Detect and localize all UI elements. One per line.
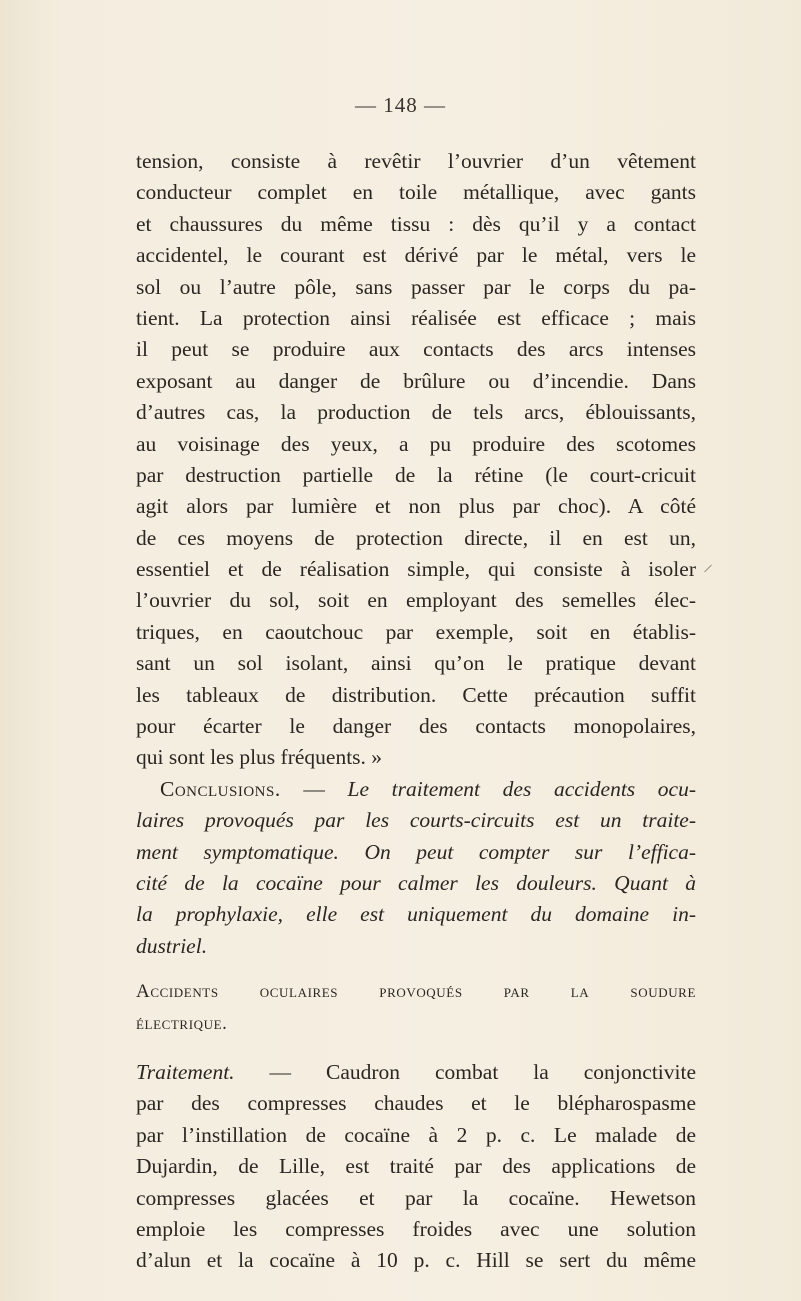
text-line: ment symptomatique. On peut compter sur l’effica- bbox=[136, 839, 696, 864]
text-line: dustriel. bbox=[136, 933, 208, 958]
traitement-label: Traitement. bbox=[136, 1059, 235, 1084]
text-line: d’alun et la cocaïne à 10 p. c. Hill se sert du même bbox=[136, 1248, 696, 1273]
text-line: conducteur complet en toile métallique, avec gants bbox=[136, 180, 696, 205]
text-line: tension, consiste à revêtir l’ouvrier d’un vêtement bbox=[136, 149, 696, 173]
section-heading bbox=[136, 976, 696, 1039]
text-line: tient. La protection ainsi réalisée est efficace ; mais bbox=[136, 305, 696, 330]
paragraph-protection bbox=[136, 146, 696, 774]
conclusions-label: Conclusions. bbox=[160, 776, 281, 801]
text-line: par destruction partielle de la rétine (le court-cricuit bbox=[136, 462, 696, 487]
text-line: qui sont les plus fréquents. » bbox=[136, 745, 383, 770]
conclusions-text: Le traitement des accidents ocu- bbox=[347, 776, 696, 801]
heading-line: Accidents oculaires provoqués par la soudure bbox=[136, 981, 696, 1003]
text-line: emploie les compresses froides avec une solution bbox=[136, 1216, 696, 1241]
text-line: d’autres cas, la production de tels arcs, éblouissants, bbox=[136, 400, 696, 425]
text-line: laires provoqués par les courts-circuits est un traite- bbox=[136, 808, 696, 833]
text-line: de ces moyens de protection directe, il en est un, bbox=[136, 525, 696, 550]
text-line: accidentel, le courant est dérivé par le métal, vers le bbox=[136, 243, 696, 268]
paragraph-traitement bbox=[136, 1057, 696, 1277]
text-line: Dujardin, de Lille, est traité par des applications de bbox=[136, 1154, 696, 1179]
heading-line: électrique. bbox=[136, 1012, 228, 1034]
text-line: agit alors par lumière et non plus par choc). A côté bbox=[136, 494, 696, 519]
text-line: par l’instillation de cocaïne à 2 p. c. Le malade de bbox=[136, 1122, 696, 1147]
text-line: sol ou l’autre pôle, sans passer par le corps du pa- bbox=[136, 274, 696, 299]
text-line: sant un sol isolant, ainsi qu’on le pratique devant bbox=[136, 651, 696, 676]
text-line: pour écarter le danger des contacts monopolaires, bbox=[136, 714, 696, 739]
spacer bbox=[136, 962, 696, 976]
text-line: exposant au danger de brûlure ou d’incendie. Dans bbox=[136, 368, 696, 393]
text-line: cité de la cocaïne pour calmer les douleurs. Quant à bbox=[136, 870, 696, 895]
text-line: et chaussures du même tissu : dès qu’il y a contact bbox=[136, 211, 696, 236]
traitement-dash: — bbox=[234, 1059, 326, 1084]
text-line: la prophylaxie, elle est uniquement du domaine in- bbox=[136, 902, 696, 927]
text-line: par des compresses chaudes et le blépharospasme bbox=[136, 1091, 696, 1116]
text-line: les tableaux de distribution. Cette précaution suffit bbox=[136, 682, 696, 707]
text-line: compresses glacées et par la cocaïne. Hewetson bbox=[136, 1185, 696, 1210]
conclusions-dash: — bbox=[280, 776, 348, 801]
text-line: il peut se produire aux contacts des arcs intenses bbox=[136, 337, 696, 362]
traitement-text: Caudron combat la conjonctivite bbox=[326, 1059, 697, 1084]
text-line: triques, en caoutchouc par exemple, soit en établis- bbox=[136, 619, 696, 644]
text-line bbox=[136, 1057, 696, 1088]
paragraph-conclusions bbox=[136, 774, 696, 962]
text-line bbox=[136, 774, 696, 805]
text-line: essentiel et de réalisation simple, qui consiste à isoler bbox=[136, 557, 696, 582]
text-line: au voisinage des yeux, a pu produire des scotomes bbox=[136, 431, 696, 456]
text-line: l’ouvrier du sol, soit en employant des semelles élec- bbox=[136, 588, 696, 613]
pencil-mark bbox=[704, 565, 712, 573]
page-body bbox=[136, 146, 696, 1277]
page-number: — 148 — bbox=[355, 93, 446, 117]
spacer bbox=[136, 1039, 696, 1057]
